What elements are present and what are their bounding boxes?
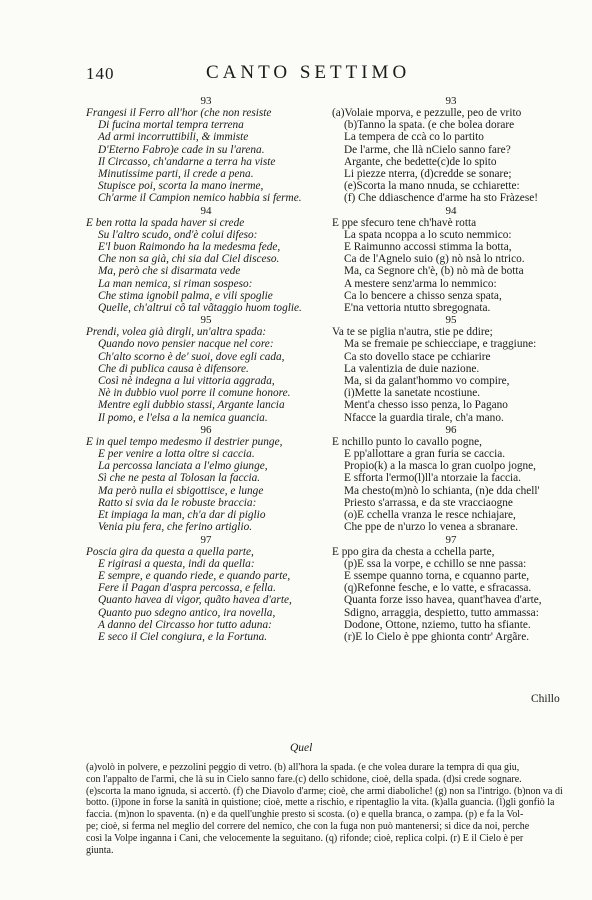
- verse-line: E ssempe quanno torna, e cquanno parte,: [344, 569, 530, 582]
- stanza-number: 93: [200, 95, 212, 107]
- verse-line: Et impiaga la man, ch'a dar di piglio: [98, 509, 266, 522]
- verse-line: (r)E lo Cielo è ppe ghionta contr' Argãre.: [344, 630, 530, 643]
- verse-line: E per venire a lotta oltre si caccia.: [98, 448, 255, 461]
- verse-line: La spata ncoppa a lo scuto nemmico:: [344, 228, 512, 241]
- stanza-number: 97: [445, 533, 457, 546]
- verse-line: Stupisce poi, scorta la mano inerme,: [98, 180, 264, 193]
- running-title: CANTO SETTIMO: [206, 62, 411, 83]
- verse-line: Quando novo pensier nacque nel core:: [98, 338, 274, 351]
- stanza: [86, 96, 326, 205]
- verse-line: E Raimunno accossi stimma la botta,: [344, 241, 512, 254]
- verse-line: Dodone, Ottone, nziemo, tutto ha sfiante.: [344, 618, 531, 631]
- verse-line: A danno del Circasso hor tutto aduna:: [98, 618, 272, 631]
- verse-line: Così nè indegna a lui vittoria aggrada,: [98, 375, 275, 388]
- verse-line: E in quel tempo medesmo il destrier punge,: [86, 435, 283, 448]
- verse-line: Poscia gira da questa a quella parte,: [86, 545, 254, 558]
- verse-line: Il Circasso, ch'andarne a terra ha viste: [98, 155, 276, 168]
- verse-line: Che stima ignobil palma, e vili spoglie: [98, 289, 273, 302]
- verse-line: (a)Volaie mporva, e pezzulle, peo de vrito: [332, 107, 522, 119]
- verse-line: Quanto puo sdegno antico, ira novella,: [98, 606, 276, 619]
- verse-line: E ppo gira da chesta a cchella parte,: [332, 545, 495, 558]
- page-number: 140: [86, 64, 115, 83]
- footnote-line: (e)scorta la mano ignuda, si accertò. (f) che Diavolo d'arme; cioè, che armi diaboliche! (g) non sa l'intrigo. (b)non va di: [86, 785, 563, 797]
- verse-line: Mentre egli dubbio stassi, Argante lancia: [98, 399, 285, 412]
- verse-line: Nfacce la guardia tirale, ch'a mano.: [344, 411, 504, 424]
- verse-line: E pp'allottare a gran furia se caccia.: [344, 448, 506, 461]
- verse-line: Che ppe de n'urzo lo venea a sbranare.: [344, 521, 518, 534]
- verse-line: La percossa lanciata a l'elmo giunge,: [98, 460, 268, 473]
- verse-line: Frangesi il Ferro all'hor (che non resiste: [86, 107, 272, 119]
- footnote-line: (a)volò in polvere, e pezzolini peggio di vetro. (b) all'hora la spada. (e che volea durare la tempra di qua giu,: [86, 762, 520, 773]
- verse-line: Sì che ne pesta al Tolosan la faccia.: [98, 472, 261, 485]
- verse-line: (q)Refonne fesche, e lo vatte, e sfracassa.: [344, 582, 532, 595]
- stanza: [86, 535, 326, 644]
- verse-line: Su l'altro scudo, ond'è colui difeso:: [98, 228, 258, 241]
- verse-line: Ratto si svia da le robuste braccia:: [98, 496, 257, 509]
- verse-line: Va te se piglia n'autra, stie pe ddire;: [332, 326, 493, 339]
- verse-line: Prendi, volea già dirgli, un'altra spada:: [86, 326, 267, 339]
- verse-line: Ma, ca Segnore ch'è, (b) nò mà de botta: [344, 265, 524, 278]
- verse-line: Venia piu fera, che ferino artiglio.: [98, 521, 253, 534]
- verse-line: (b)Tanno la spata. (e che bolea dorare: [344, 119, 515, 132]
- stanza: [86, 425, 326, 534]
- verse-line: Quanta forze isso havea, quant'havea d'arte,: [344, 594, 542, 607]
- verse-line: Ma chesto(m)nò lo schianta, (n)e dda chell': [344, 484, 540, 497]
- verse-line: E'l buon Raimondo ha la medesma fede,: [98, 241, 281, 254]
- stanza-number: 93: [445, 95, 457, 107]
- verse-line: E rigirasi a questa, indi da quella:: [98, 557, 255, 570]
- verse-line: E nchillo punto lo cavallo pogne,: [332, 435, 482, 448]
- verse-line: Nè in dubbio vuol porre il comune honore.: [98, 387, 291, 400]
- italian-text-column: [86, 96, 326, 644]
- verse-line: Ch'arme il Campion nemico habbia si ferme.: [98, 192, 302, 205]
- verse-line: Ad armi incorruttibili, & immiste: [98, 131, 249, 144]
- stanza-number: 94: [200, 204, 212, 217]
- verse-line: Argante, che bedette(c)de lo spito: [344, 155, 497, 168]
- verse-line: Quelle, ch'altrui cô tal vãtaggio huom toglie.: [98, 302, 302, 315]
- verse-line: (p)E ssa la vorpe, e cchillo se nne passa:: [344, 557, 527, 570]
- footnote-line: giunta.: [86, 844, 114, 856]
- verse-line: (o)E cchella vranza le resce nchiajare,: [344, 509, 516, 522]
- verse-line: Che di publica causa è difensore.: [98, 362, 249, 375]
- verse-line: Ma, si da galant'hommo vo compire,: [344, 375, 510, 388]
- verse-line: Minutissime parti, il crede a pena.: [98, 168, 254, 181]
- verse-line: Il pomo, e l'elsa a la nemica guancia.: [98, 411, 268, 424]
- verse-line: La valentizia de duie nazione.: [344, 362, 480, 375]
- verse-line: E sempre, e quando riede, e quando parte,: [98, 569, 291, 582]
- neapolitan-text-column: [332, 96, 570, 644]
- verse-line: D'Eterno Fabro)e cade in su l'arena.: [98, 143, 265, 156]
- verse-line: De l'arme, che llà nCielo sanno fare?: [344, 143, 511, 156]
- footnote-line: con l'appalto de l'armi, che là su in Cielo sanno fare.(c) dello schidone, cioè, della spada. (d)si crede sognare.: [86, 773, 522, 785]
- verse-line: Fere il Pagan d'aspra percossa, e fella.: [98, 582, 276, 595]
- footnote-line: pe; cioè, si ferma nel meglio del correre del nemico, che con la fuga non può mantenersi; si dice da noi, perche: [86, 820, 530, 832]
- stanza: [332, 315, 570, 424]
- verse-line: Ma però nulla ei sbigottisce, e lunge: [98, 484, 264, 497]
- verse-line: E'na vettoria ntutto sbregognata.: [344, 302, 491, 315]
- verse-line: La man nemica, si riman sospeso:: [98, 277, 253, 290]
- page-header: [86, 62, 506, 86]
- verse-line: Ma, però che si disarmata vede: [98, 265, 241, 278]
- verse-line: Ca lo bencere a chisso senza spata,: [344, 289, 502, 302]
- verse-line: Ma se fremaie pe schiecciape, e traggiune:: [344, 338, 537, 351]
- verse-line: Che non sa già, chi sia dal Ciel disceso.: [98, 253, 280, 266]
- stanza-number: 97: [200, 533, 212, 546]
- verse-line: A mestere senz'arma lo nemmico:: [344, 277, 497, 290]
- verse-line: E ppe sfecuro tene ch'havè rotta: [332, 216, 477, 229]
- stanza-number: 95: [445, 314, 457, 327]
- footnote-line: faccia. (m)non lo spaventa. (n) e da quell'unghie presto si scosta. (o) e quella branca, o zampa. (p) e fa la Vol-: [86, 809, 524, 821]
- stanza-number: 94: [445, 204, 457, 217]
- stanza: [332, 535, 570, 644]
- verse-line: Priesto s'arrassa, e da ste vracciaogne: [344, 496, 513, 509]
- stanza-number: 95: [200, 314, 212, 327]
- stanza: [332, 206, 570, 315]
- verse-line: Ca de l'Agnelo suio (g) nò nsà lo ntrico.: [344, 253, 525, 266]
- stanza: [332, 96, 570, 205]
- verse-line: Quanto havea di vigor, quãto havea d'arte,: [98, 594, 292, 607]
- stanza-number: 96: [200, 423, 212, 436]
- catchword-left: Quel: [290, 742, 313, 754]
- catchword-right: Chillo: [531, 693, 560, 705]
- stanza: [332, 425, 570, 534]
- verse-line: (f) Che ddiaschence d'arme ha sto Fràzese!: [344, 192, 538, 205]
- stanza: [86, 315, 326, 424]
- verse-line: Ch'alto scorno è de' suoi, dove egli cada,: [98, 350, 285, 363]
- footnote-line: botto. (i)pone in forse la sanità in quistione; cioè, mette a rischio, e ripentaglio la vita. (k)alla guancia. (l)gli gonfiò la: [86, 797, 555, 809]
- verse-line: E sfforta l'ermo(l)ll'a ntorzaie la faccia.: [344, 472, 521, 485]
- verse-line: (i)Mette la sanetate ncostiune.: [344, 387, 481, 400]
- verse-line: E ben rotta la spada haver si crede: [86, 216, 245, 229]
- verse-line: Ca sto dovello stace pe cchiarire: [344, 350, 491, 363]
- verse-line: Ment'a chesso isso penza, lo Pagano: [344, 399, 508, 412]
- verse-line: Propio(k) a la masca lo gran cuolpo jogne,: [344, 460, 536, 473]
- verse-line: Sdigno, arraggia, despietto, tutto ammassa:: [344, 606, 539, 619]
- stanza-number: 96: [445, 423, 457, 436]
- verse-line: Di fucina mortal tempra terrena: [98, 119, 244, 132]
- footnote-line: così la Volpe inganna i Cani, che velocemente la seguitano. (q) rifonde; cioè, replica colpi. (r) E il Cielo è per: [86, 832, 524, 844]
- footnotes: [86, 762, 563, 856]
- verse-line: (e)Scorta la mano nnuda, se cchiarette:: [344, 180, 520, 193]
- verse-line: E seco il Ciel congiura, e la Fortuna.: [98, 630, 268, 643]
- verse-line: La tempera de ccà co lo partito: [344, 131, 484, 144]
- stanza: [86, 206, 326, 315]
- verse-line: Li piezze nterra, (d)credde se sonare;: [344, 168, 512, 181]
